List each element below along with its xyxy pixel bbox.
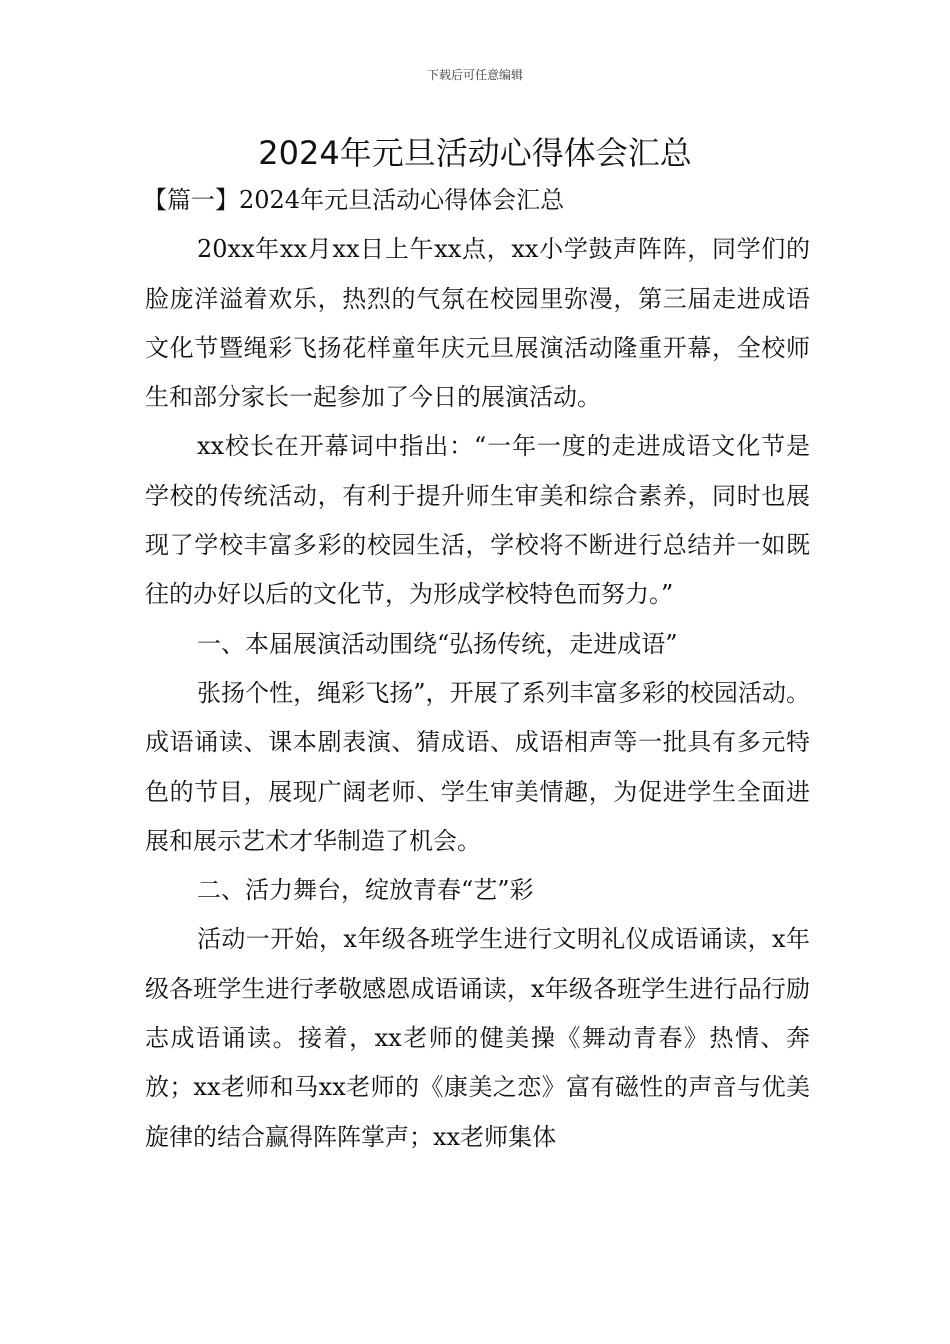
paragraph-6: 活动一开始，x年级各班学生进行文明礼仪成语诵读，x年级各班学生进行孝敬感恩成语诵读，x年级各班学生进行品行励志成语诵读。接着，xx老师的健美操《舞动青春》热情、奔放；xx老师和马xx老师的《康美之恋》富有磁性的声音与优美旋律的结合赢得阵阵掌声；xx老师集体	[145, 925, 810, 1151]
document-title: 2024年元旦活动心得体会汇总	[258, 134, 692, 172]
section-heading: 【篇一】2024年元旦活动心得体会汇总	[143, 186, 565, 214]
paragraph-4: 张扬个性，绳彩飞扬”，开展了系列丰富多彩的校园活动。成语诵读、课本剧表演、猜成语、成语相声等一批具有多元特色的节目，展现广阔老师、学生审美情趣，为促进学生全面进展和展示艺术才华制造了机会。	[145, 678, 810, 855]
paragraph-3: 一、本届展演活动围绕“弘扬传统，走进成语”	[197, 629, 678, 658]
paragraph-5: 二、活力舞台，绽放青春“艺”彩	[197, 876, 534, 905]
header-note: 下载后可任意编辑	[426, 68, 523, 82]
document-body	[145, 176, 810, 1162]
paragraph-2: xx校长在开幕词中指出：“一年一度的走进成语文化节是学校的传统活动，有利于提升师生审美和综合素养，同时也展现了学校丰富多彩的校园生活，学校将不断进行总结并一如既往的办好以后的文化节，为形成学校特色而努力。”	[145, 432, 810, 609]
paragraph-1: 20xx年xx月xx日上午xx点，xx小学鼓声阵阵，同学们的脸庞洋溢着欢乐，热烈的气氛在校园里弥漫，第三届走进成语文化节暨绳彩飞扬花样童年庆元旦展演活动隆重开幕，全校师生和部分家长一起参加了今日的展演活动。	[145, 235, 810, 412]
